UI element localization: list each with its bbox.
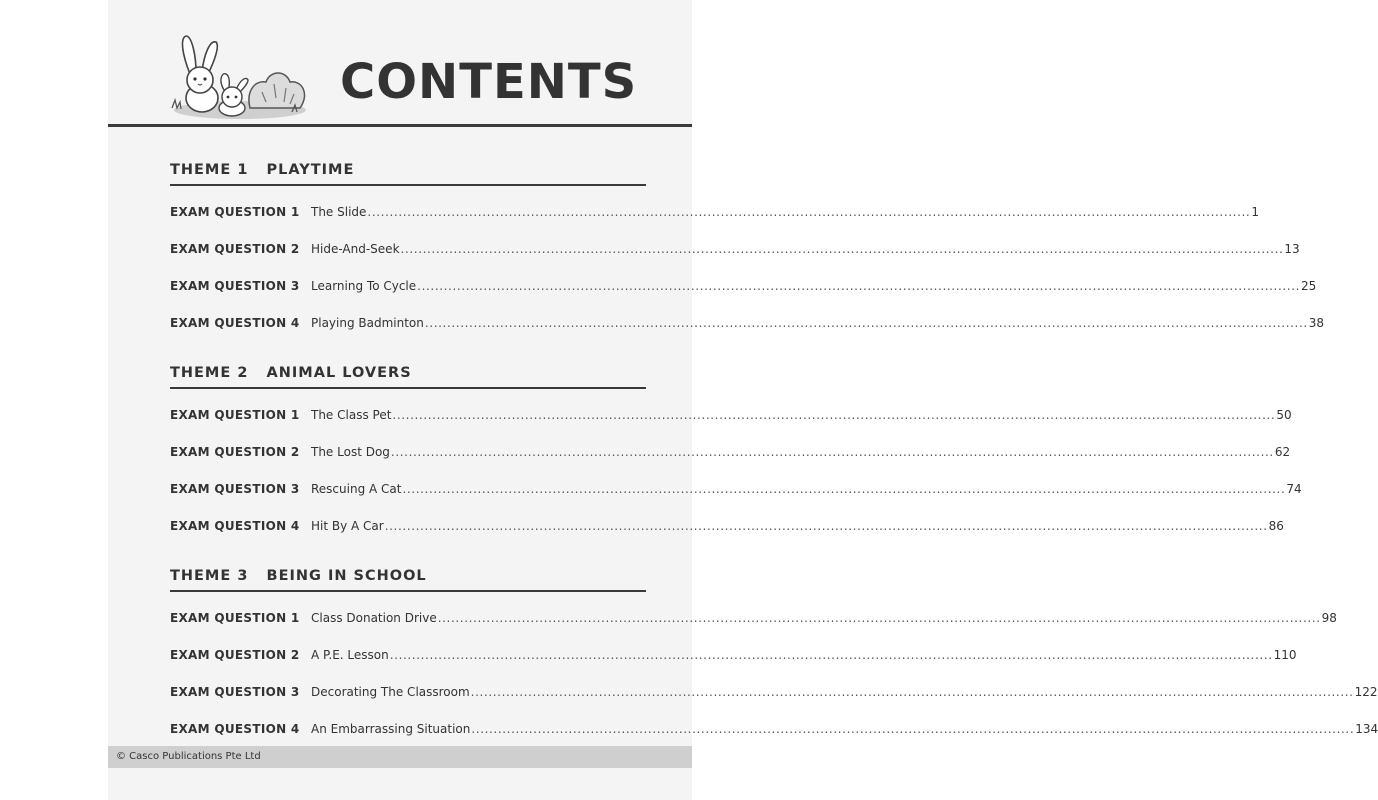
entry-label: EXAM QUESTION 2: [170, 445, 300, 459]
entry-page-number: 122: [1354, 685, 1378, 699]
theme-section-1: [170, 158, 1325, 342]
dot-leader: ........................................................................................................................................................................................................: [384, 519, 1268, 533]
theme-divider: [170, 184, 646, 186]
entry-label: EXAM QUESTION 2: [170, 648, 300, 662]
entry-label: EXAM QUESTION 3: [170, 482, 300, 496]
entry-label: EXAM QUESTION 1: [170, 408, 300, 422]
entry-title: The Slide: [311, 205, 367, 219]
toc-entry[interactable]: [170, 711, 1378, 748]
dot-leader: ........................................................................................................................................................................................................: [390, 445, 1274, 459]
theme-title: THEME 2 ANIMAL LOVERS: [170, 365, 412, 381]
entry-title: Class Donation Drive: [311, 611, 437, 625]
dot-leader: ........................................................................................................................................................................................................: [470, 685, 1354, 699]
header-divider: [108, 124, 692, 127]
dot-leader: ........................................................................................................................................................................................................: [417, 279, 1301, 293]
toc-entry[interactable]: [170, 600, 1337, 637]
theme-title: THEME 3 BEING IN SCHOOL: [170, 568, 427, 584]
theme-section-3: [170, 564, 1378, 748]
dot-leader: ........................................................................................................................................................................................................: [400, 242, 1284, 256]
entry-title: Playing Badminton: [311, 316, 424, 330]
entry-page-number: 98: [1321, 611, 1337, 625]
entry-title: Hit By A Car: [311, 519, 384, 533]
theme-section-2: [170, 361, 1302, 545]
entry-page-number: 50: [1276, 408, 1292, 422]
theme-title: THEME 1 PLAYTIME: [170, 162, 355, 178]
entry-list: [170, 600, 1378, 748]
entry-page-number: 38: [1308, 316, 1325, 330]
dot-leader: ........................................................................................................................................................................................................: [367, 205, 1251, 219]
toc-entry[interactable]: [170, 268, 1317, 305]
entry-title: Decorating The Classroom: [311, 685, 470, 699]
page-header: [108, 28, 692, 126]
toc-entry[interactable]: [170, 194, 1259, 231]
bunnies-illustration-icon: [162, 32, 307, 122]
page-title: CONTENTS: [340, 54, 638, 110]
entry-page-number: 13: [1284, 242, 1300, 256]
toc-entry[interactable]: [170, 305, 1325, 342]
toc-entry[interactable]: [170, 471, 1302, 508]
toc-entry[interactable]: [170, 397, 1292, 434]
entry-title: A P.E. Lesson: [311, 648, 389, 662]
dot-leader: ........................................................................................................................................................................................................: [392, 408, 1276, 422]
entry-page-number: 1: [1251, 205, 1259, 219]
entry-label: EXAM QUESTION 4: [170, 316, 300, 330]
entry-title: An Embarrassing Situation: [311, 722, 471, 736]
theme-divider: [170, 590, 646, 592]
toc-entry[interactable]: [170, 231, 1300, 268]
entry-page-number: 134: [1355, 722, 1378, 736]
entry-label: EXAM QUESTION 3: [170, 279, 300, 293]
copyright-text: © Casco Publications Pte Ltd: [116, 751, 261, 762]
entry-list: [170, 194, 1325, 342]
entry-label: EXAM QUESTION 2: [170, 242, 300, 256]
entry-label: EXAM QUESTION 4: [170, 722, 300, 736]
entry-page-number: 86: [1268, 519, 1284, 533]
theme-divider: [170, 387, 646, 389]
entry-page-number: 74: [1286, 482, 1302, 496]
entry-label: EXAM QUESTION 1: [170, 611, 300, 625]
toc-entry[interactable]: [170, 674, 1378, 711]
entry-page-number: 62: [1274, 445, 1291, 459]
entry-title: The Class Pet: [311, 408, 392, 422]
footer-band: [108, 746, 692, 768]
entry-page-number: 110: [1273, 648, 1297, 662]
entry-label: EXAM QUESTION 1: [170, 205, 300, 219]
dot-leader: ........................................................................................................................................................................................................: [471, 722, 1355, 736]
entry-title: The Lost Dog: [311, 445, 390, 459]
toc-entry[interactable]: [170, 637, 1297, 674]
dot-leader: ........................................................................................................................................................................................................: [437, 611, 1321, 625]
entry-title: Rescuing A Cat: [311, 482, 402, 496]
dot-leader: ........................................................................................................................................................................................................: [402, 482, 1286, 496]
toc-entry[interactable]: [170, 508, 1284, 545]
entry-title: Learning To Cycle: [311, 279, 417, 293]
dot-leader: ........................................................................................................................................................................................................: [424, 316, 1308, 330]
toc-entry[interactable]: [170, 434, 1291, 471]
dot-leader: ........................................................................................................................................................................................................: [389, 648, 1273, 662]
entry-page-number: 25: [1301, 279, 1317, 293]
entry-label: EXAM QUESTION 4: [170, 519, 300, 533]
entry-title: Hide-And-Seek: [311, 242, 400, 256]
entry-label: EXAM QUESTION 3: [170, 685, 300, 699]
entry-list: [170, 397, 1302, 545]
